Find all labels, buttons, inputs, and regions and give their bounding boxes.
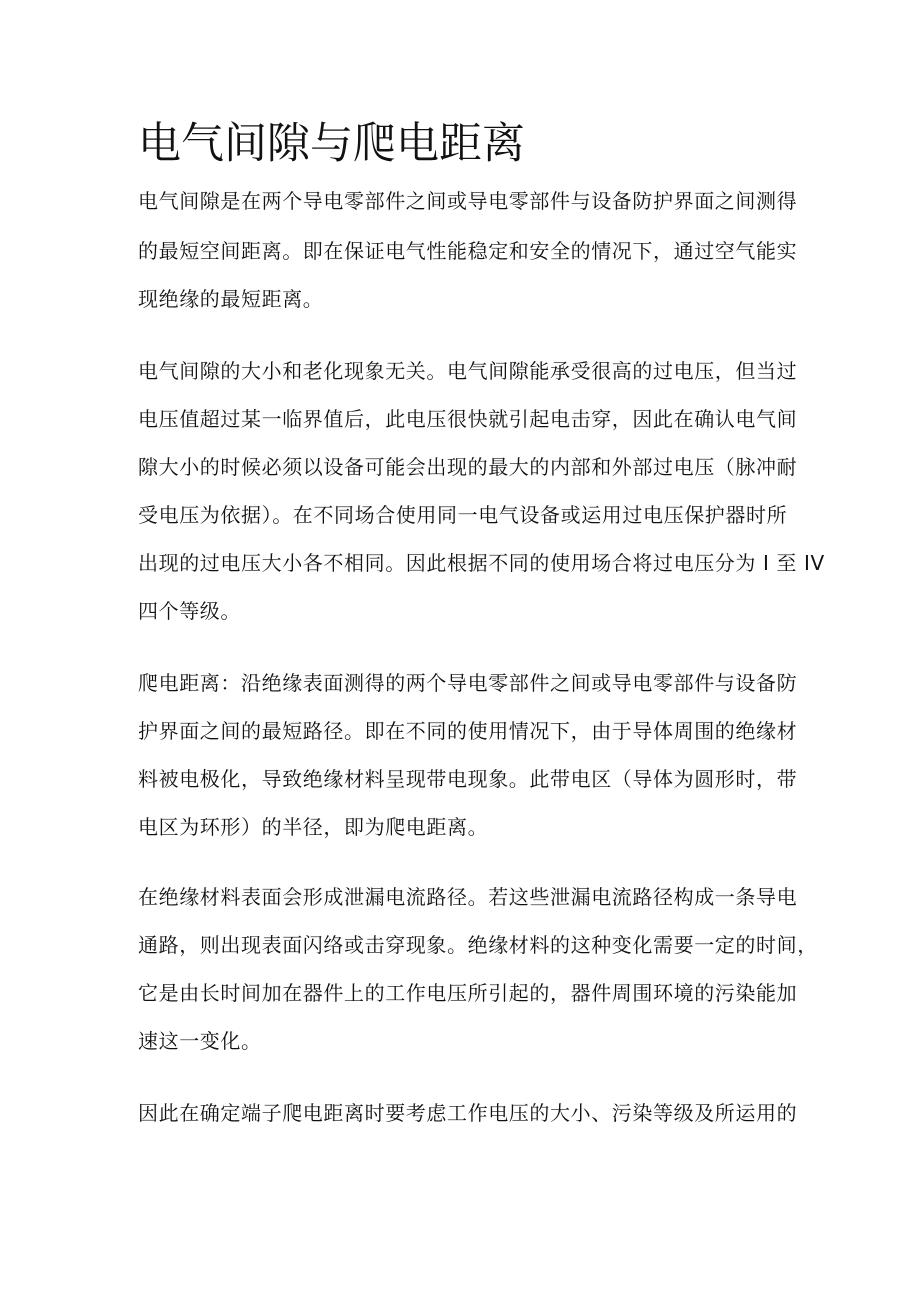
paragraph-line: 爬电距离：沿绝缘表面测得的两个导电零部件之间或导电零部件与设备防 <box>138 671 798 695</box>
paragraph-line: 它是由长时间加在器件上的工作电压所引起的，器件周围环境的污染能加 <box>138 981 798 1005</box>
paragraph-line: 电区为环形）的半径，即为爬电距离。 <box>138 815 489 839</box>
paragraph-line: 料被电极化，导致绝缘材料呈现带电现象。此带电区（导体为圆形时，带 <box>138 767 798 791</box>
paragraph-line: 护界面之间的最短路径。即在不同的使用情况下，由于导体周围的绝缘材 <box>138 719 798 743</box>
paragraph-line: 出现的过电压大小各不相同。因此根据不同的使用场合将过电压分为 I 至 IV <box>138 551 825 575</box>
paragraph-line: 的最短空间距离。即在保证电气性能稳定和安全的情况下，通过空气能实 <box>138 239 798 263</box>
paragraph-line: 电气间隙的大小和老化现象无关。电气间隙能承受很高的过电压，但当过 <box>138 359 798 383</box>
paragraph-line: 受电压为依据）。在不同场合使用同一电气设备或运用过电压保护器时所 <box>138 503 788 527</box>
paragraph-line: 速这一变化。 <box>138 1029 262 1053</box>
page-title: 电气间隙与爬电距离 <box>138 119 525 169</box>
paragraph-line: 在绝缘材料表面会形成泄漏电流路径。若这些泄漏电流路径构成一条导电 <box>138 885 798 909</box>
paragraph-line: 通路，则出现表面闪络或击穿现象。绝缘材料的这种变化需要一定的时间， <box>138 933 818 957</box>
paragraph-line: 隙大小的时候必须以设备可能会出现的最大的内部和外部过电压（脉冲耐 <box>138 455 798 479</box>
paragraph-line: 四个等级。 <box>138 599 241 623</box>
paragraph-line: 因此在确定端子爬电距离时要考虑工作电压的大小、污染等级及所运用的 <box>138 1101 798 1125</box>
paragraph-line: 电压值超过某一临界值后，此电压很快就引起电击穿，因此在确认电气间 <box>138 407 798 431</box>
paragraph-line: 现绝缘的最短距离。 <box>138 287 324 311</box>
paragraph-line: 电气间隙是在两个导电零部件之间或导电零部件与设备防护界面之间测得 <box>138 189 798 213</box>
